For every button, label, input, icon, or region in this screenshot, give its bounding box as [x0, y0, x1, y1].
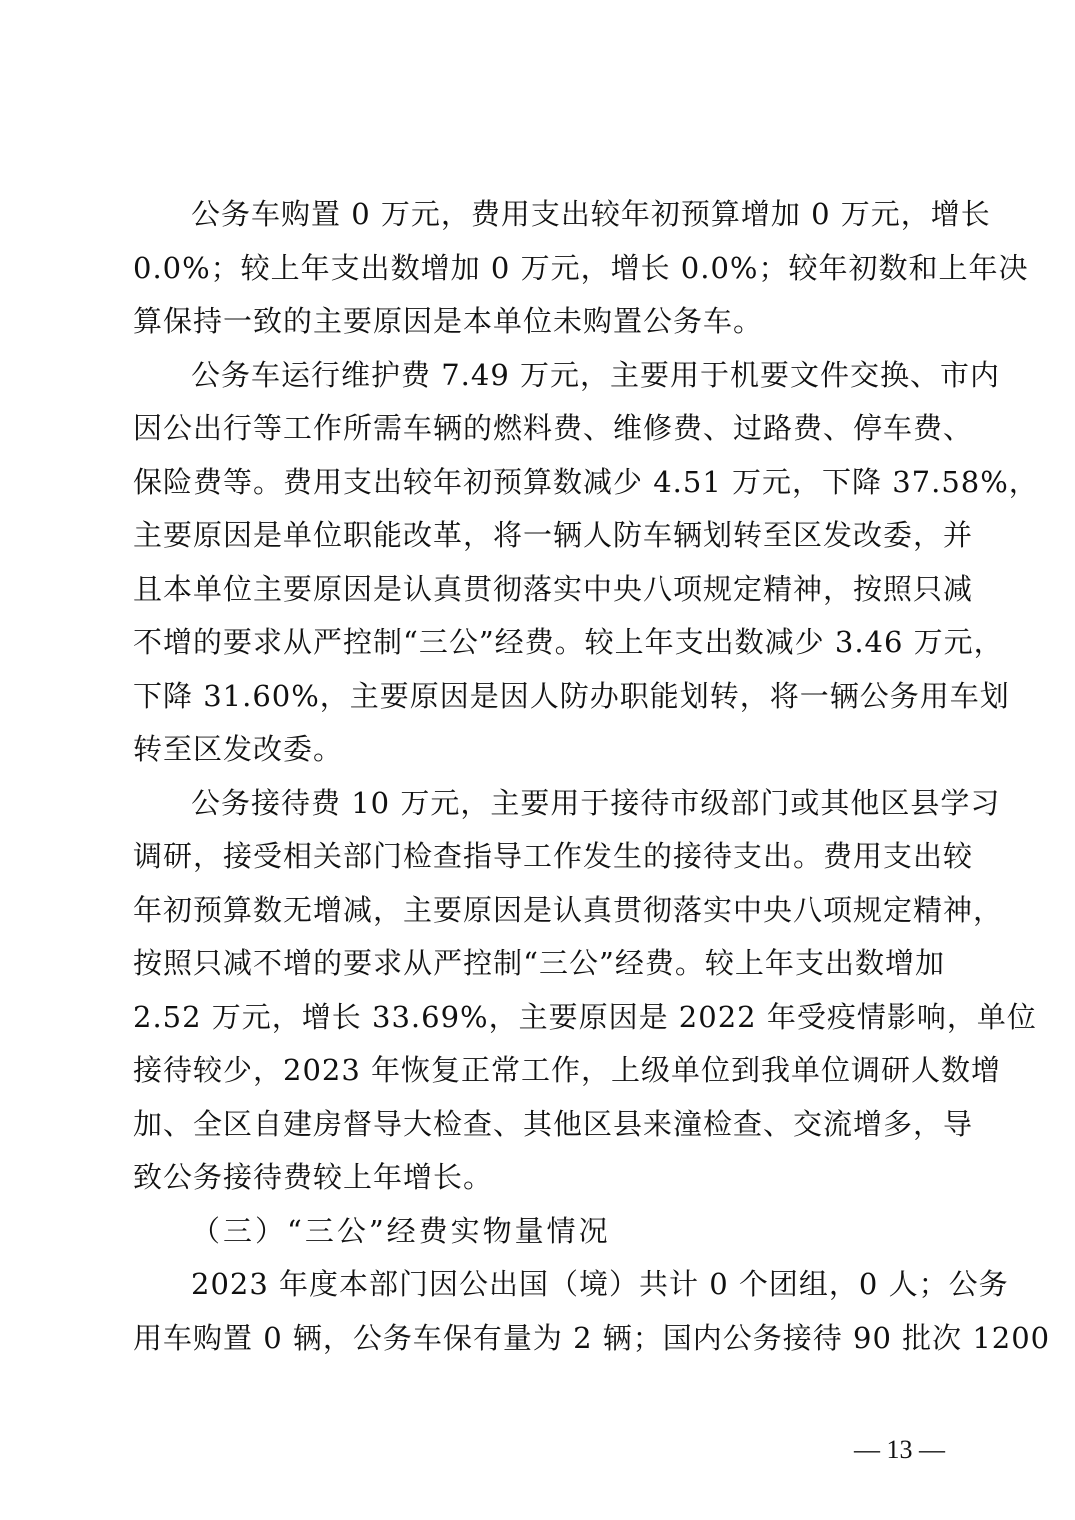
text-line: 年初预算数无增减，主要原因是认真贯彻落实中央八项规定精神， — [133, 893, 1004, 927]
text-line: 调研，接受相关部门检查指导工作发生的接待支出。费用支出较 — [133, 839, 974, 873]
text-line: 2.52 万元，增长 33.69%，主要原因是 2022 年受疫情影响，单位 — [133, 1000, 1037, 1034]
text-line: 因公出行等工作所需车辆的燃料费、维修费、过路费、停车费、 — [133, 411, 974, 445]
page-number: — 13 — — [854, 1435, 945, 1464]
text-line: 加、全区自建房督导大检查、其他区县来潼检查、交流增多，导 — [133, 1107, 974, 1141]
text-line: 公务车运行维护费 7.49 万元，主要用于机要文件交换、市内 — [191, 358, 1001, 392]
text-line: 不增的要求从严控制“三公”经费。较上年支出数减少 3.46 万元， — [133, 625, 1004, 659]
text-line: 接待较少，2023 年恢复正常工作，上级单位到我单位调研人数增 — [133, 1053, 1002, 1087]
text-line: 按照只减不增的要求从严控制“三公”经费。较上年支出数增加 — [133, 946, 945, 980]
text-line: 公务车购置 0 万元，费用支出较年初预算增加 0 万元，增长 — [191, 197, 991, 231]
text-line: 且本单位主要原因是认真贯彻落实中央八项规定精神，按照只减 — [133, 572, 974, 606]
text-line: 下降 31.60%，主要原因是因人防办职能划转，将一辆公务用车划 — [133, 679, 1010, 713]
text-line: 转至区发改委。 — [133, 732, 344, 766]
text-line: 主要原因是单位职能改革，将一辆人防车辆划转至区发改委，并 — [133, 518, 974, 552]
text-line: 保险费等。费用支出较年初预算数减少 4.51 万元，下降 37.58%， — [133, 465, 1039, 499]
text-line: 用车购置 0 辆，公务车保有量为 2 辆；国内公务接待 90 批次 1200 — [133, 1321, 1051, 1355]
text-line: 算保持一致的主要原因是本单位未购置公务车。 — [133, 304, 764, 338]
text-line: 2023 年度本部门因公出国（境）共计 0 个团组，0 人；公务 — [191, 1267, 1009, 1301]
text-line: 0.0%；较上年支出数增加 0 万元，增长 0.0%；较年初数和上年决 — [133, 251, 1029, 285]
text-line: 致公务接待费较上年增长。 — [133, 1160, 494, 1194]
section-heading: （三）“三公”经费实物量情况 — [191, 1214, 611, 1248]
text-line: 公务接待费 10 万元，主要用于接待市级部门或其他区县学习 — [191, 786, 1001, 820]
